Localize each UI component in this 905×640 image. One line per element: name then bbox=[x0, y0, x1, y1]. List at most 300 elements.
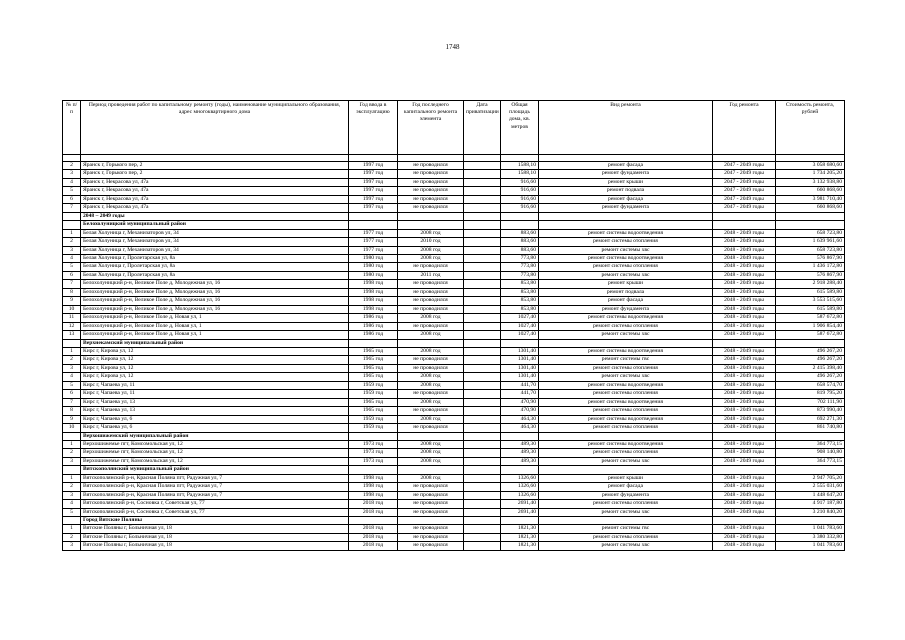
row-privatization bbox=[464, 356, 501, 364]
section-empty-cell bbox=[349, 339, 398, 347]
row-address: Кирс г, Чапаева ул, 6 bbox=[81, 415, 349, 423]
row-cost: 861 740,80 bbox=[776, 424, 845, 432]
row-repair-year: 2048 - 2049 годы bbox=[713, 229, 776, 237]
table-row bbox=[63, 542, 845, 550]
section-empty-cell bbox=[501, 432, 539, 440]
row-cost: 3 380 332,80 bbox=[776, 533, 845, 541]
row-cost: 496 267,20 bbox=[776, 373, 845, 381]
row-last-repair: не проводился bbox=[398, 364, 464, 372]
row-last-repair: не проводился bbox=[398, 407, 464, 415]
row-last-repair: не проводился bbox=[398, 356, 464, 364]
row-privatization bbox=[464, 170, 501, 178]
row-area: 1821,30 bbox=[501, 525, 539, 533]
row-area: 1326,60 bbox=[501, 474, 539, 482]
table-row bbox=[63, 280, 845, 288]
section-empty-cell bbox=[398, 221, 464, 229]
row-repair-type: ремонт системы гвс bbox=[539, 356, 713, 364]
row-address: Кирс г, Кирова ул, 12 bbox=[81, 356, 349, 364]
section-empty-cell bbox=[349, 212, 398, 220]
row-area: 441,70 bbox=[501, 390, 539, 398]
section-title: Город Вятские Поляны bbox=[81, 517, 349, 525]
row-privatization bbox=[464, 390, 501, 398]
row-number: 2 bbox=[63, 449, 81, 457]
header-cost: Стоимость ремонта, рублей bbox=[776, 101, 845, 155]
row-repair-type: ремонт системы водоотведения bbox=[539, 440, 713, 448]
row-repair-type: ремонт системы отопления bbox=[539, 424, 713, 432]
table-row bbox=[63, 305, 845, 313]
row-year-built: 1977 год bbox=[349, 246, 398, 254]
row-area: 2691,40 bbox=[501, 500, 539, 508]
row-area: 853,80 bbox=[501, 288, 539, 296]
row-area: 1326,60 bbox=[501, 491, 539, 499]
section-num-cell bbox=[63, 212, 81, 220]
row-area: 853,80 bbox=[501, 297, 539, 305]
row-cost: 658 723,80 bbox=[776, 229, 845, 237]
row-cost: 1 639 961,60 bbox=[776, 238, 845, 246]
row-privatization bbox=[464, 305, 501, 313]
row-cost: 1 436 172,80 bbox=[776, 263, 845, 271]
row-repair-type: ремонт системы отопления bbox=[539, 322, 713, 330]
row-cost: 2 918 288,40 bbox=[776, 280, 845, 288]
table-row bbox=[63, 373, 845, 381]
row-repair-type: ремонт системы водоотведения bbox=[539, 229, 713, 237]
row-last-repair: не проводился bbox=[398, 500, 464, 508]
row-year-built: 1973 год bbox=[349, 457, 398, 465]
row-cost: 2 555 031,60 bbox=[776, 483, 845, 491]
row-repair-type: ремонт системы отопления bbox=[539, 238, 713, 246]
row-area: 853,80 bbox=[501, 305, 539, 313]
row-repair-type: ремонт фасада bbox=[539, 162, 713, 170]
row-repair-type: ремонт системы водоотведения bbox=[539, 381, 713, 389]
row-repair-year: 2048 - 2049 годы bbox=[713, 415, 776, 423]
row-cost: 692 271,30 bbox=[776, 415, 845, 423]
table-row bbox=[63, 364, 845, 372]
row-address: Кирс г, Кирова ул, 12 bbox=[81, 347, 349, 355]
row-number: 8 bbox=[63, 407, 81, 415]
header-last-repair: Год последнего капитального ремонта элемента bbox=[398, 101, 464, 155]
row-repair-year: 2048 - 2049 годы bbox=[713, 347, 776, 355]
section-row bbox=[63, 432, 845, 440]
section-empty-cell bbox=[713, 466, 776, 474]
section-empty-cell bbox=[464, 221, 501, 229]
row-area: 1027,40 bbox=[501, 314, 539, 322]
row-number: 7 bbox=[63, 280, 81, 288]
row-area: 853,80 bbox=[501, 280, 539, 288]
row-year-built: 1998 год bbox=[349, 288, 398, 296]
row-number: 2 bbox=[63, 356, 81, 364]
row-number: 1 bbox=[63, 525, 81, 533]
row-year-built: 1965 год bbox=[349, 398, 398, 406]
repair-schedule-table bbox=[62, 100, 845, 551]
row-cost: 2 947 705,20 bbox=[776, 474, 845, 482]
row-privatization bbox=[464, 457, 501, 465]
row-cost: 615 589,80 bbox=[776, 305, 845, 313]
row-year-built: 1980 год bbox=[349, 271, 398, 279]
table-row bbox=[63, 407, 845, 415]
row-cost: 660 868,60 bbox=[776, 187, 845, 195]
row-repair-type: ремонт фасада bbox=[539, 297, 713, 305]
row-year-built: 1959 год bbox=[349, 424, 398, 432]
row-address: Белая Холуница г, Пролетарская ул, 8а bbox=[81, 254, 349, 262]
section-num-cell bbox=[63, 221, 81, 229]
table-row bbox=[63, 457, 845, 465]
row-repair-year: 2047 - 2049 годы bbox=[713, 204, 776, 212]
row-repair-year: 2048 - 2049 годы bbox=[713, 542, 776, 550]
table-row bbox=[63, 500, 845, 508]
row-privatization bbox=[464, 347, 501, 355]
row-area: 773,80 bbox=[501, 263, 539, 271]
row-year-built: 1965 год bbox=[349, 356, 398, 364]
row-year-built: 1980 год bbox=[349, 263, 398, 271]
row-repair-type: ремонт крыши bbox=[539, 280, 713, 288]
row-repair-type: ремонт фундамента bbox=[539, 170, 713, 178]
section-empty-cell bbox=[713, 432, 776, 440]
row-last-repair: 2008 год bbox=[398, 474, 464, 482]
row-repair-type: ремонт фундамента bbox=[539, 204, 713, 212]
row-repair-year: 2048 - 2049 годы bbox=[713, 398, 776, 406]
row-number: 3 bbox=[63, 170, 81, 178]
row-address: Вятскополянский р-н, Красная Поляна пгт, Радужная ул, 7 bbox=[81, 483, 349, 491]
row-privatization bbox=[464, 297, 501, 305]
row-privatization bbox=[464, 491, 501, 499]
row-repair-type: ремонт системы хвс bbox=[539, 508, 713, 516]
row-repair-type: ремонт фасада bbox=[539, 195, 713, 203]
row-privatization bbox=[464, 322, 501, 330]
row-year-built: 2018 год bbox=[349, 508, 398, 516]
row-last-repair: не проводился bbox=[398, 297, 464, 305]
section-empty-cell bbox=[776, 212, 845, 220]
row-address: Яранск г, Некрасова ул, 47а bbox=[81, 187, 349, 195]
row-last-repair: 2008 год bbox=[398, 347, 464, 355]
row-last-repair: 2011 год bbox=[398, 271, 464, 279]
row-address: Верхошижемье пгт, Комсомольская ул, 12 bbox=[81, 457, 349, 465]
row-area: 470,90 bbox=[501, 407, 539, 415]
row-number: 4 bbox=[63, 500, 81, 508]
row-repair-year: 2048 - 2049 годы bbox=[713, 280, 776, 288]
section-row bbox=[63, 517, 845, 525]
row-last-repair: не проводился bbox=[398, 390, 464, 398]
table-row bbox=[63, 288, 845, 296]
table-row bbox=[63, 390, 845, 398]
row-repair-type: ремонт системы отопления bbox=[539, 407, 713, 415]
row-repair-year: 2048 - 2049 годы bbox=[713, 525, 776, 533]
row-repair-type: ремонт системы водоотведения bbox=[539, 347, 713, 355]
row-address: Верхошижемье пгт, Комсомольская ул, 12 bbox=[81, 449, 349, 457]
row-privatization bbox=[464, 364, 501, 372]
row-year-built: 1997 год bbox=[349, 195, 398, 203]
section-empty-cell bbox=[713, 221, 776, 229]
row-year-built: 1997 год bbox=[349, 170, 398, 178]
row-address: Белая Холуница г, Механизаторов ул, 34 bbox=[81, 246, 349, 254]
row-repair-year: 2047 - 2049 годы bbox=[713, 195, 776, 203]
row-privatization bbox=[464, 162, 501, 170]
table-row bbox=[63, 187, 845, 195]
row-last-repair: не проводился bbox=[398, 542, 464, 550]
row-area: 464,30 bbox=[501, 415, 539, 423]
row-area: 916,60 bbox=[501, 204, 539, 212]
table-row bbox=[63, 229, 845, 237]
row-address: Вятские Поляны г, Больничная ул, 18 bbox=[81, 533, 349, 541]
row-last-repair: 2008 год bbox=[398, 331, 464, 339]
row-area: 489,30 bbox=[501, 449, 539, 457]
section-empty-cell bbox=[349, 432, 398, 440]
header-privatization: Дата приватизации bbox=[464, 101, 501, 155]
table-row bbox=[63, 347, 845, 355]
row-address: Белохолуницкий р-н, Великое Поле д, Молодежная ул, 16 bbox=[81, 288, 349, 296]
row-address: Яранск г, Горького пер, 2 bbox=[81, 162, 349, 170]
row-privatization bbox=[464, 280, 501, 288]
row-address: Кирс г, Чапаева ул, 6 bbox=[81, 424, 349, 432]
row-privatization bbox=[464, 407, 501, 415]
row-address: Вятскополянский р-н, Красная Поляна пгт, Радужная ул, 7 bbox=[81, 474, 349, 482]
row-last-repair: 2010 год bbox=[398, 238, 464, 246]
section-empty-cell bbox=[398, 517, 464, 525]
row-year-built: 1959 год bbox=[349, 381, 398, 389]
row-year-built: 1986 год bbox=[349, 331, 398, 339]
row-area: 1301,40 bbox=[501, 373, 539, 381]
section-num-cell bbox=[63, 339, 81, 347]
row-last-repair: 2008 год bbox=[398, 229, 464, 237]
row-repair-year: 2048 - 2049 годы bbox=[713, 271, 776, 279]
row-number: 3 bbox=[63, 491, 81, 499]
row-repair-year: 2048 - 2049 годы bbox=[713, 474, 776, 482]
row-repair-type: ремонт системы отопления bbox=[539, 390, 713, 398]
row-repair-type: ремонт подвала bbox=[539, 187, 713, 195]
row-area: 883,60 bbox=[501, 229, 539, 237]
section-empty-cell bbox=[713, 339, 776, 347]
row-address: Яранск г, Некрасова ул, 47а bbox=[81, 204, 349, 212]
row-repair-year: 2047 - 2049 годы bbox=[713, 170, 776, 178]
table-header-row bbox=[63, 101, 845, 155]
row-privatization bbox=[464, 449, 501, 457]
row-area: 1301,40 bbox=[501, 364, 539, 372]
row-number: 2 bbox=[63, 533, 81, 541]
row-address: Вятскополянский р-н, Красная Поляна пгт, Радужная ул, 7 bbox=[81, 491, 349, 499]
row-number: 10 bbox=[63, 424, 81, 432]
row-privatization bbox=[464, 204, 501, 212]
row-address: Вятскополянский р-н, Сосновка г, Советская ул, 77 bbox=[81, 500, 349, 508]
table-row bbox=[63, 508, 845, 516]
row-privatization bbox=[464, 440, 501, 448]
row-last-repair: не проводился bbox=[398, 263, 464, 271]
section-empty-cell bbox=[776, 466, 845, 474]
row-address: Кирс г, Чапаева ул, 13 bbox=[81, 398, 349, 406]
row-privatization bbox=[464, 474, 501, 482]
row-last-repair: 2008 год bbox=[398, 415, 464, 423]
row-repair-year: 2048 - 2049 годы bbox=[713, 246, 776, 254]
row-repair-type: ремонт крыши bbox=[539, 474, 713, 482]
row-year-built: 1998 год bbox=[349, 491, 398, 499]
row-last-repair: 2008 год bbox=[398, 457, 464, 465]
row-repair-year: 2048 - 2049 годы bbox=[713, 390, 776, 398]
section-empty-cell bbox=[539, 432, 713, 440]
row-last-repair: не проводился bbox=[398, 280, 464, 288]
row-repair-type: ремонт системы хвс bbox=[539, 457, 713, 465]
table-row bbox=[63, 449, 845, 457]
row-last-repair: не проводился bbox=[398, 162, 464, 170]
section-empty-cell bbox=[464, 212, 501, 220]
row-last-repair: 2008 год bbox=[398, 246, 464, 254]
row-area: 2691,40 bbox=[501, 508, 539, 516]
row-cost: 660 868,60 bbox=[776, 204, 845, 212]
row-repair-year: 2048 - 2049 годы bbox=[713, 238, 776, 246]
row-cost: 364 773,15 bbox=[776, 457, 845, 465]
row-last-repair: не проводился bbox=[398, 491, 464, 499]
row-number: 7 bbox=[63, 204, 81, 212]
section-empty-cell bbox=[398, 212, 464, 220]
row-area: 916,60 bbox=[501, 195, 539, 203]
row-address: Кирс г, Чапаева ул, 11 bbox=[81, 381, 349, 389]
row-privatization bbox=[464, 271, 501, 279]
row-year-built: 1965 год bbox=[349, 347, 398, 355]
row-area: 489,30 bbox=[501, 457, 539, 465]
row-year-built: 1959 год bbox=[349, 390, 398, 398]
row-repair-year: 2048 - 2049 годы bbox=[713, 263, 776, 271]
row-address: Белая Холуница г, Пролетарская ул, 8а bbox=[81, 271, 349, 279]
header-address: Период проведения работ по капитальному ремонту (годы), наименование муниципального образования, адрес многоквартирного дома bbox=[81, 101, 349, 155]
row-privatization bbox=[464, 415, 501, 423]
row-repair-type: ремонт системы отопления bbox=[539, 449, 713, 457]
row-last-repair: 2008 год bbox=[398, 449, 464, 457]
row-address: Белохолуницкий р-н, Великое Поле д, Молодежная ул, 16 bbox=[81, 297, 349, 305]
row-year-built: 1980 год bbox=[349, 254, 398, 262]
row-repair-year: 2047 - 2049 годы bbox=[713, 162, 776, 170]
row-address: Белая Холуница г, Механизаторов ул, 34 bbox=[81, 238, 349, 246]
row-number: 2 bbox=[63, 238, 81, 246]
row-repair-type: ремонт системы отопления bbox=[539, 500, 713, 508]
section-empty-cell bbox=[776, 339, 845, 347]
section-empty-cell bbox=[713, 517, 776, 525]
table-row bbox=[63, 525, 845, 533]
row-address: Белохолуницкий р-н, Великое Поле д, Новая ул, 1 bbox=[81, 314, 349, 322]
table-row bbox=[63, 483, 845, 491]
row-number: 13 bbox=[63, 331, 81, 339]
row-number: 1 bbox=[63, 347, 81, 355]
row-last-repair: не проводился bbox=[398, 483, 464, 491]
row-repair-type: ремонт системы водоотведения bbox=[539, 314, 713, 322]
row-area: 1027,40 bbox=[501, 331, 539, 339]
row-address: Белохолуницкий р-н, Великое Поле д, Новая ул, 1 bbox=[81, 322, 349, 330]
section-empty-cell bbox=[464, 466, 501, 474]
section-empty-cell bbox=[464, 432, 501, 440]
row-cost: 1 906 854,40 bbox=[776, 322, 845, 330]
section-num-cell bbox=[63, 466, 81, 474]
section-row bbox=[63, 221, 845, 229]
row-address: Верхошижемье пгт, Комсомольская ул, 12 bbox=[81, 440, 349, 448]
table-row bbox=[63, 162, 845, 170]
row-address: Кирс г, Кирова ул, 12 bbox=[81, 364, 349, 372]
section-empty-cell bbox=[349, 517, 398, 525]
row-repair-type: ремонт системы водоотведения bbox=[539, 254, 713, 262]
row-repair-year: 2048 - 2049 годы bbox=[713, 373, 776, 381]
section-empty-cell bbox=[713, 212, 776, 220]
row-area: 773,80 bbox=[501, 271, 539, 279]
row-privatization bbox=[464, 229, 501, 237]
row-cost: 496 267,20 bbox=[776, 356, 845, 364]
table-row bbox=[63, 491, 845, 499]
row-number: 1 bbox=[63, 474, 81, 482]
row-repair-year: 2048 - 2049 годы bbox=[713, 483, 776, 491]
row-privatization bbox=[464, 533, 501, 541]
row-number: 2 bbox=[63, 483, 81, 491]
section-empty-cell bbox=[464, 339, 501, 347]
section-empty-cell bbox=[349, 221, 398, 229]
section-empty-cell bbox=[398, 432, 464, 440]
row-area: 1326,60 bbox=[501, 483, 539, 491]
row-address: Кирс г, Кирова ул, 12 bbox=[81, 373, 349, 381]
row-privatization bbox=[464, 288, 501, 296]
section-empty-cell bbox=[398, 339, 464, 347]
row-repair-year: 2048 - 2049 годы bbox=[713, 364, 776, 372]
row-last-repair: не проводился bbox=[398, 170, 464, 178]
section-empty-cell bbox=[349, 466, 398, 474]
row-repair-year: 2047 - 2049 годы bbox=[713, 178, 776, 186]
row-number: 9 bbox=[63, 415, 81, 423]
section-row bbox=[63, 212, 845, 220]
row-year-built: 1965 год bbox=[349, 407, 398, 415]
row-last-repair: не проводился bbox=[398, 533, 464, 541]
row-number: 1 bbox=[63, 440, 81, 448]
row-privatization bbox=[464, 314, 501, 322]
row-privatization bbox=[464, 187, 501, 195]
row-year-built: 2018 год bbox=[349, 542, 398, 550]
row-repair-type: ремонт фасада bbox=[539, 483, 713, 491]
row-repair-type: ремонт системы гвс bbox=[539, 525, 713, 533]
row-privatization bbox=[464, 500, 501, 508]
row-repair-year: 2048 - 2049 годы bbox=[713, 500, 776, 508]
row-area: 1027,40 bbox=[501, 322, 539, 330]
section-empty-cell bbox=[539, 221, 713, 229]
table-row bbox=[63, 254, 845, 262]
row-number: 12 bbox=[63, 322, 81, 330]
row-last-repair: не проводился bbox=[398, 322, 464, 330]
row-year-built: 1965 год bbox=[349, 373, 398, 381]
row-area: 489,30 bbox=[501, 440, 539, 448]
section-empty-cell bbox=[501, 212, 539, 220]
row-repair-type: ремонт системы хвс bbox=[539, 542, 713, 550]
table-row bbox=[63, 263, 845, 271]
row-address: Белая Холуница г, Механизаторов ул, 34 bbox=[81, 229, 349, 237]
row-last-repair: не проводился bbox=[398, 288, 464, 296]
row-repair-type: ремонт системы водоотведения bbox=[539, 398, 713, 406]
table-row bbox=[63, 356, 845, 364]
row-number: 9 bbox=[63, 297, 81, 305]
row-area: 470,90 bbox=[501, 398, 539, 406]
section-empty-cell bbox=[539, 517, 713, 525]
row-address: Яранск г, Некрасова ул, 47а bbox=[81, 195, 349, 203]
row-number: 5 bbox=[63, 263, 81, 271]
row-cost: 1 448 647,20 bbox=[776, 491, 845, 499]
section-empty-cell bbox=[539, 212, 713, 220]
row-cost: 873 990,40 bbox=[776, 407, 845, 415]
row-year-built: 1986 год bbox=[349, 322, 398, 330]
row-area: 1821,30 bbox=[501, 533, 539, 541]
row-repair-type: ремонт системы хвс bbox=[539, 373, 713, 381]
row-year-built: 1997 год bbox=[349, 162, 398, 170]
row-area: 1588,10 bbox=[501, 162, 539, 170]
row-privatization bbox=[464, 246, 501, 254]
table-row bbox=[63, 533, 845, 541]
row-area: 1301,40 bbox=[501, 356, 539, 364]
row-cost: 587 672,80 bbox=[776, 314, 845, 322]
section-empty-cell bbox=[501, 466, 539, 474]
row-area: 441,70 bbox=[501, 381, 539, 389]
row-year-built: 1997 год bbox=[349, 178, 398, 186]
table-row-empty bbox=[63, 155, 845, 162]
row-address: Белохолуницкий р-н, Великое Поле д, Молодежная ул, 16 bbox=[81, 305, 349, 313]
row-repair-year: 2048 - 2049 годы bbox=[713, 407, 776, 415]
table-row bbox=[63, 271, 845, 279]
